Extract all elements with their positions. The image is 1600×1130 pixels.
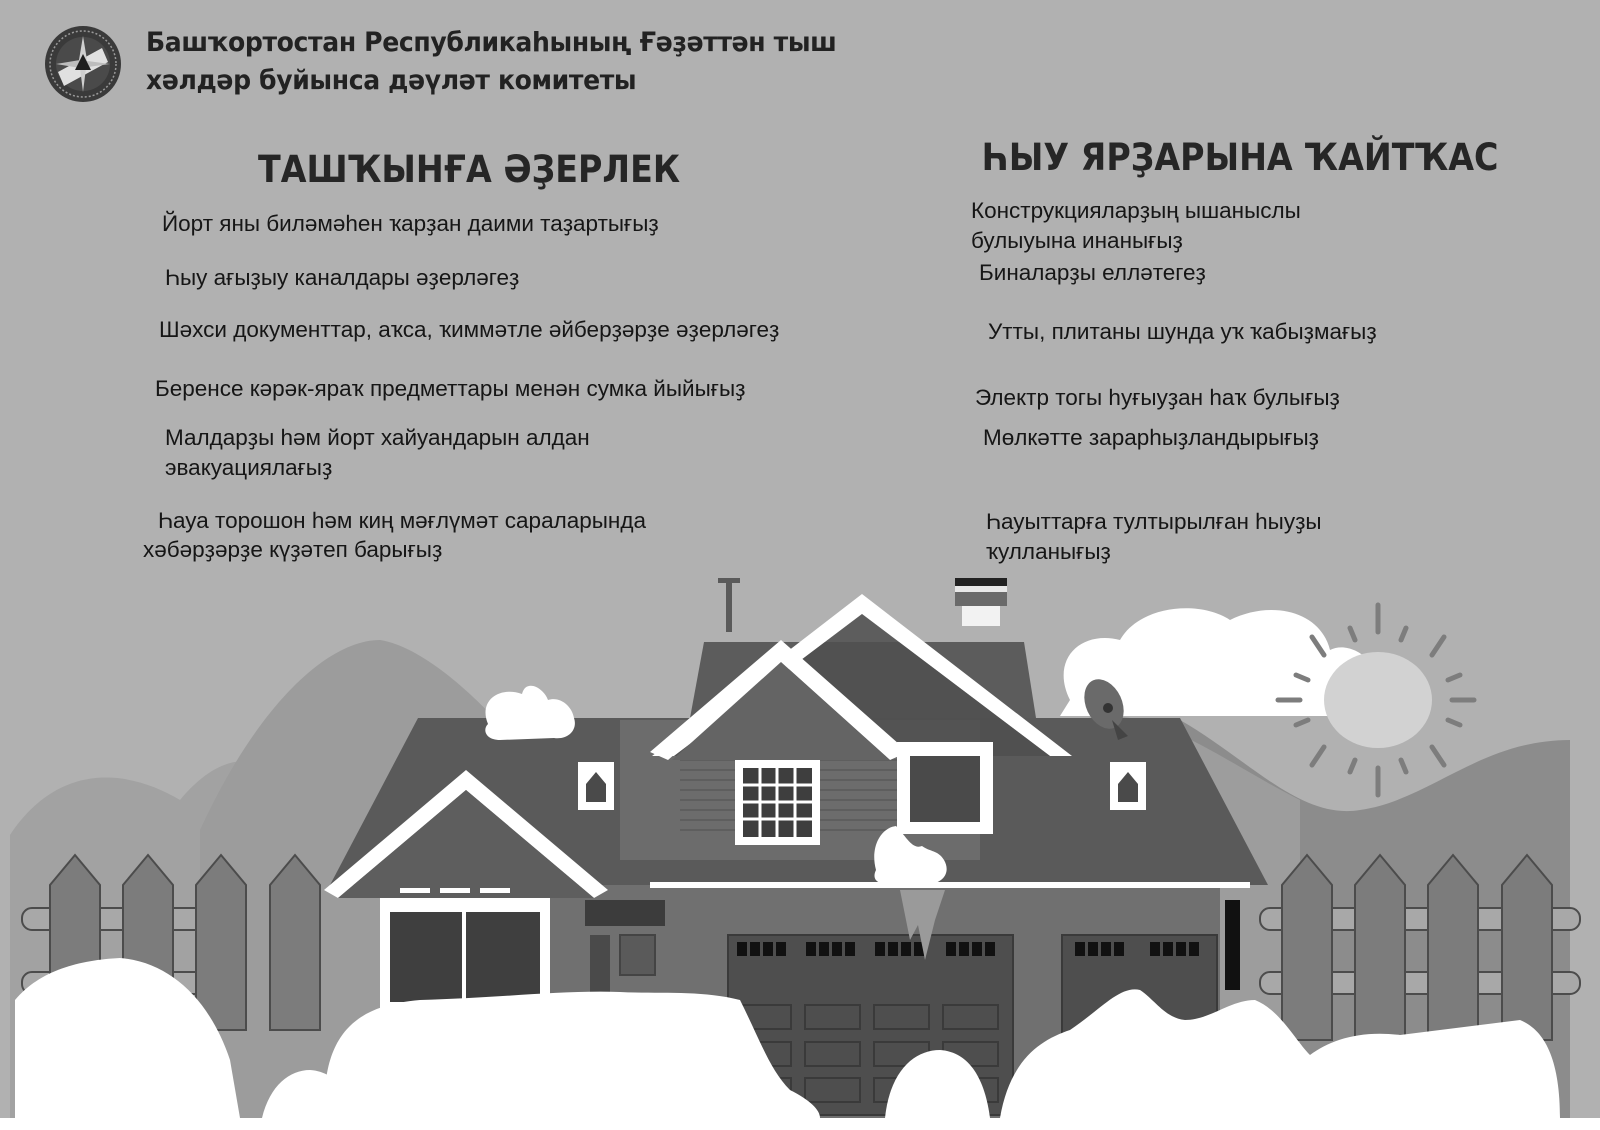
before-tip-5 bbox=[165, 423, 590, 483]
after-tip-1 bbox=[971, 196, 1301, 256]
window-grid bbox=[735, 760, 820, 845]
before-tip-2: Һыу ағыҙыу каналдары әҙерләгеҙ bbox=[165, 265, 520, 290]
after-tip-6 bbox=[986, 507, 1322, 567]
after-tip-4: Электр тогы һуғыуҙан һаҡ булығыҙ bbox=[975, 385, 1340, 410]
bottom-margin bbox=[0, 1118, 1600, 1130]
before-tip-5-line-2: эвакуациялағыҙ bbox=[165, 455, 333, 480]
after-tip-3: Утты, плитаны шунда уҡ ҡабыҙмағыҙ bbox=[988, 319, 1377, 344]
before-tip-6-line-2: хәбәрҙәрҙе күҙәтеп барығыҙ bbox=[143, 537, 443, 562]
house-illustration bbox=[0, 570, 1600, 1118]
org-title-line-1: Башҡортостан Республикаһының Ғәҙәттән тыш bbox=[146, 27, 837, 58]
after-tip-6-line-2: ҡулланығыҙ bbox=[986, 539, 1111, 564]
before-tip-3: Шәхси документтар, аҡса, ҡиммәтле әйберҙәрҙе әҙерләгеҙ bbox=[159, 317, 780, 342]
after-tip-6-line-1: Һауыттарға тултырылған һыуҙы bbox=[986, 509, 1322, 534]
after-flood-heading: ҺЫУ ЯРҘАРЫНА ҠАЙТҠАС bbox=[982, 136, 1499, 179]
before-tip-5-line-1: Малдарҙы һәм йорт хайуандарын алдан bbox=[165, 425, 590, 450]
before-tip-1: Йорт яны биләмәһен ҡарҙан даими таҙартығыҙ bbox=[162, 211, 659, 236]
before-flood-heading: ТАШҠЫНҒА ӘҘЕРЛЕК bbox=[258, 148, 681, 191]
before-tip-4: Беренсе кәрәк-яраҡ предметтары менән сумка йыйығыҙ bbox=[155, 376, 746, 401]
after-tip-1-line-1: Конструкцияларҙың ышаныслы bbox=[971, 198, 1301, 223]
after-tip-1-line-2: булыуына инанығыҙ bbox=[971, 228, 1183, 253]
org-title-line-2: хәлдәр буйынса дәүләт комитеты bbox=[146, 65, 637, 96]
emergency-ministry-emblem-icon bbox=[42, 24, 124, 104]
after-tip-5: Мөлкәтте зарарһыҙландырығыҙ bbox=[983, 425, 1319, 450]
cloud-icon bbox=[485, 686, 575, 740]
chimney-icon bbox=[955, 578, 1007, 626]
antenna-pole bbox=[726, 580, 732, 632]
before-tip-6-line-1: Һауа торошон һәм киң мәғлүмәт сараларында bbox=[158, 508, 646, 533]
organization-title bbox=[146, 24, 836, 100]
after-tip-2: Биналарҙы елләтегеҙ bbox=[979, 260, 1206, 285]
